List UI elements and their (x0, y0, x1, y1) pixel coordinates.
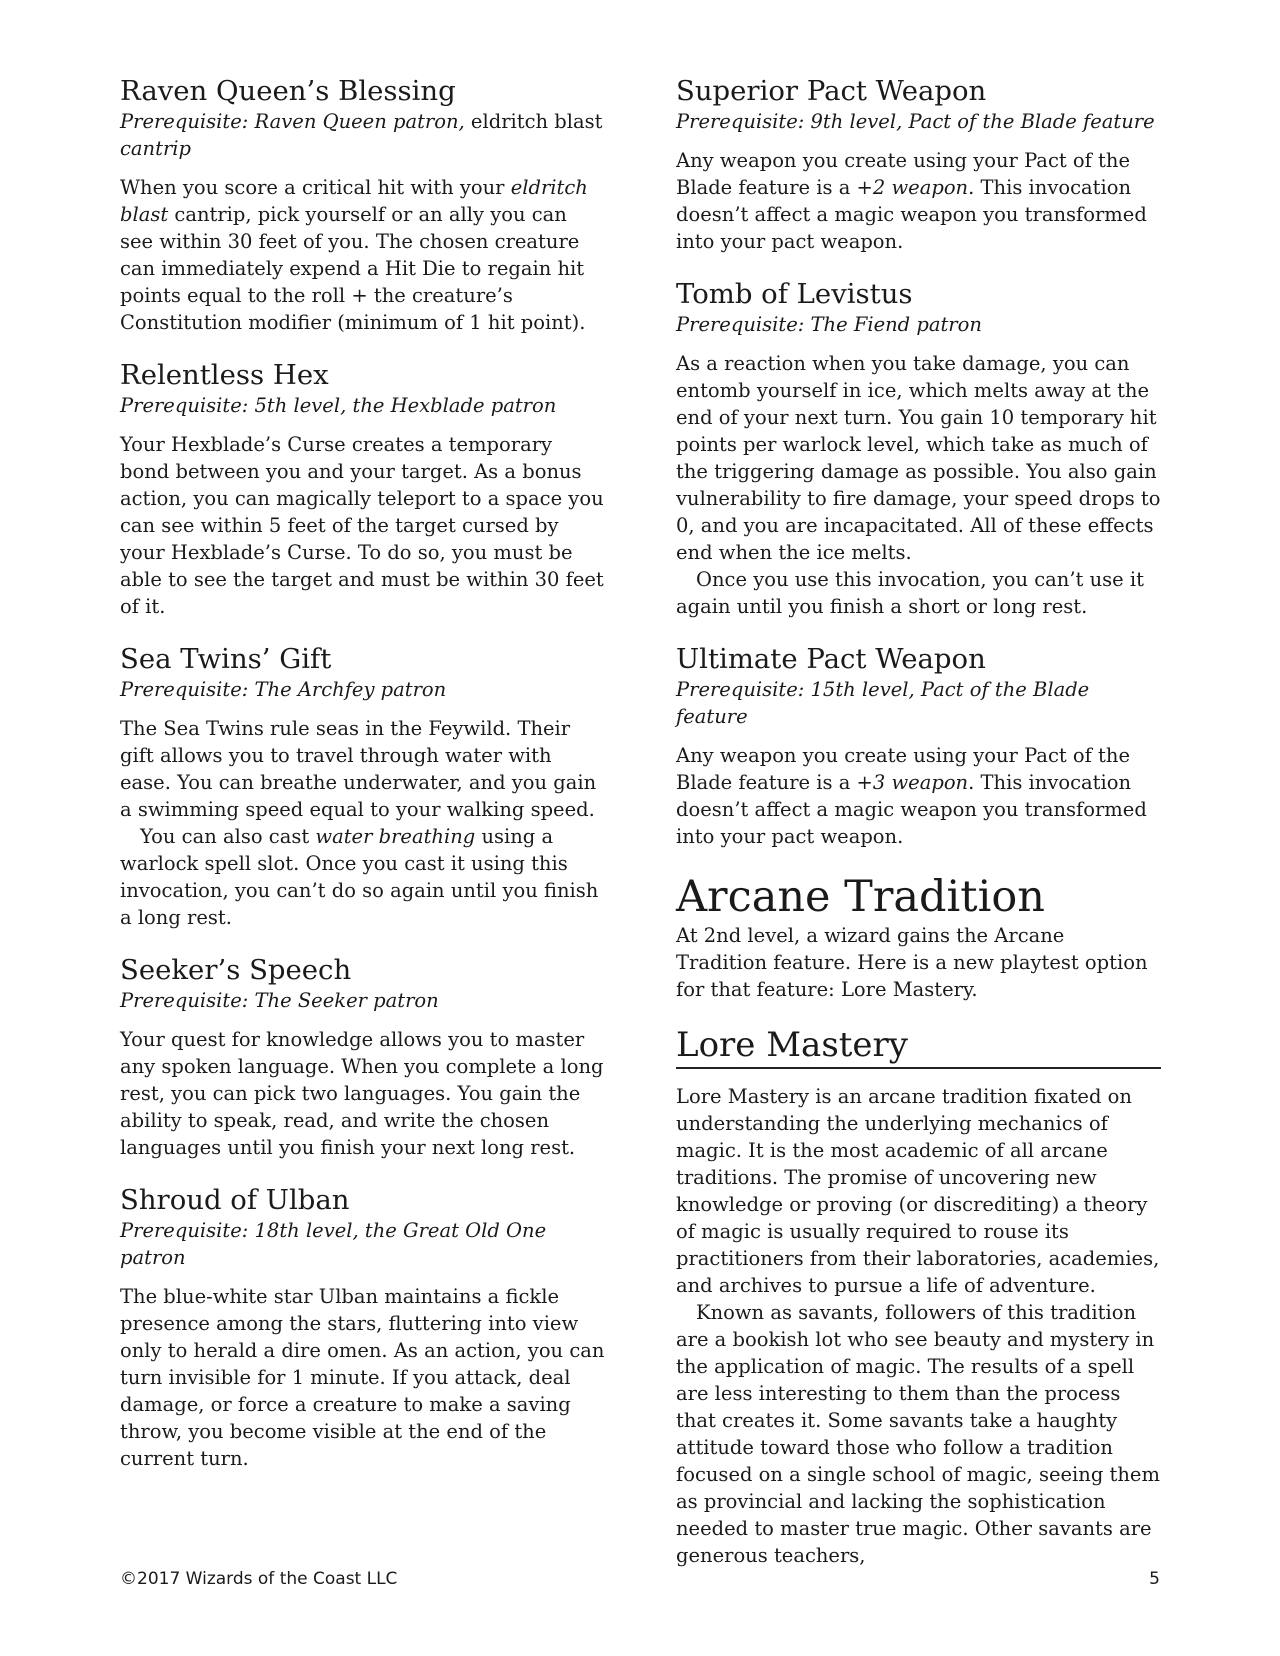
text-span: . This invocation doesn’t affect a magic weapon you transformed into your pact weapon. (676, 176, 1147, 253)
text-span: using a warlock spell slot. Once you cast it using this invocation, you can’t do so again until you finish a long rest. (120, 825, 599, 929)
text-span: When you score a critical hit with your (120, 176, 511, 199)
body-paragraph (676, 147, 1161, 255)
text-span: You can also cast (140, 825, 316, 848)
spell-name: eldritch blast (120, 176, 588, 226)
body-paragraph: Your Hexblade’s Curse creates a temporary bond between you and your target. As a bonus action, you can magically teleport to a space you can see within 5 feet of the target cursed by your Hexblade’s Curse. To do so, you must be able to see the target and must be within 30 feet of it. (120, 433, 604, 618)
heading-ultimate-pact-weapon: Ultimate Pact Weapon (676, 643, 986, 675)
prerequisite: Prerequisite: The Archfey patron (120, 678, 447, 701)
section-raven-queens-blessing (120, 74, 605, 336)
body-paragraph (120, 823, 605, 931)
heading-lore-mastery: Lore Mastery (676, 1025, 1161, 1069)
item-name: +2 weapon (856, 176, 969, 199)
heading-arcane-tradition: Arcane Tradition (676, 872, 1045, 922)
text-span: Any weapon you create using your Pact of the Blade feature is a (676, 149, 1130, 199)
heading-relentless-hex: Relentless Hex (120, 359, 329, 391)
prerequisite (120, 108, 605, 162)
prerequisite-text: Prerequisite: Raven Queen patron, (120, 110, 465, 133)
body-paragraph: The blue-white star Ulban maintains a fickle presence among the stars, fluttering into view only to herald a dire omen. As an action, you can turn invisible for 1 minute. If you attack, deal damage, or force a creature to make a saving throw, you become visible at the end of the current turn. (120, 1285, 605, 1470)
item-name: +3 weapon (856, 771, 969, 794)
prerequisite: Prerequisite: 18th level, the Great Old One patron (120, 1219, 547, 1269)
section-seekers-speech (120, 953, 605, 1161)
left-column (120, 74, 605, 1494)
section-tomb-of-levistus (676, 277, 1161, 620)
body-paragraph: Your quest for knowledge allows you to master any spoken language. When you complete a long rest, you can pick two languages. You gain the ability to speak, read, and write the chosen languages until you finish your next long rest. (120, 1028, 604, 1159)
heading-superior-pact-weapon: Superior Pact Weapon (676, 75, 987, 107)
section-relentless-hex (120, 358, 605, 620)
prerequisite: Prerequisite: 9th level, Pact of the Blade feature (676, 110, 1155, 133)
body-paragraph: As a reaction when you take damage, you can entomb yourself in ice, which melts away at the end of your next turn. You gain 10 temporary hit points per warlock level, which take as much of the triggering damage as possible. You also gain vulnerability to fire damage, your speed drops to 0, and you are incapacitated. All of these effects end when the ice melts. (676, 352, 1161, 564)
text-span: Any weapon you create using your Pact of the Blade feature is a (676, 744, 1130, 794)
spell-name: water breathing (315, 825, 476, 848)
section-lore-mastery (676, 1025, 1161, 1569)
text-span: cantrip, pick yourself or an ally you can see within 30 feet of you. The chosen creature can immediately expend a Hit Die to regain hit points equal to the roll + the creature’s Constitution modifier (minimum of 1 hit point). (120, 203, 586, 334)
section-shroud-of-ulban (120, 1183, 605, 1472)
prerequisite: Prerequisite: The Seeker patron (120, 989, 439, 1012)
heading-shroud-of-ulban: Shroud of Ulban (120, 1184, 350, 1216)
body-paragraph: At 2nd level, a wizard gains the Arcane Tradition feature. Here is a new playtest option for that feature: Lore Mastery. (676, 924, 1148, 1001)
body-paragraph (676, 742, 1161, 850)
body-paragraph: Once you use this invocation, you can’t use it again until you finish a short or long rest. (676, 568, 1144, 618)
body-paragraph (120, 174, 605, 336)
prerequisite: Prerequisite: 5th level, the Hexblade patron (120, 394, 557, 417)
right-column (676, 74, 1161, 1591)
heading-seekers-speech: Seeker’s Speech (120, 954, 352, 986)
section-sea-twins-gift (120, 642, 605, 931)
footer-copyright: ©2017 Wizards of the Coast LLC (120, 1569, 398, 1589)
section-superior-pact-weapon (676, 74, 1161, 255)
section-ultimate-pact-weapon (676, 642, 1161, 850)
prerequisite: Prerequisite: The Fiend patron (676, 313, 982, 336)
body-paragraph: Lore Mastery is an arcane tradition fixated on understanding the underlying mechanics of magic. It is the most academic of all arcane traditions. The promise of uncovering new knowledge or proving (or discrediting) a theory of magic is usually required to rouse its practitioners from their laboratories, academies, and archives to pursue a life of adventure. (676, 1085, 1160, 1297)
body-paragraph: The Sea Twins rule seas in the Feywild. Their gift allows you to travel through water with ease. You can breathe underwater, and you gain a swimming speed equal to your walking speed. (120, 717, 597, 821)
section-arcane-tradition (676, 872, 1161, 1003)
heading-raven-queens-blessing: Raven Queen’s Blessing (120, 75, 456, 107)
heading-sea-twins-gift: Sea Twins’ Gift (120, 643, 332, 675)
prerequisite-spell: eldritch blast (464, 110, 603, 133)
body-paragraph: Known as savants, followers of this tradition are a bookish lot who see beauty and mystery in the application of magic. The results of a spell are less interesting to them than the process that creates it. Some savants take a haughty attitude toward those who follow a tradition focused on a single school of magic, seeing them as provincial and lacking the sophistication needed to master true magic. Other savants are generous teachers, (676, 1301, 1160, 1567)
page-number: 5 (1149, 1569, 1160, 1589)
text-span: . This invocation doesn’t affect a magic weapon you transformed into your pact weapon. (676, 771, 1147, 848)
prerequisite: Prerequisite: 15th level, Pact of the Blade feature (676, 678, 1090, 728)
prerequisite-text-end: cantrip (120, 137, 191, 160)
heading-tomb-of-levistus: Tomb of Levistus (676, 278, 913, 310)
